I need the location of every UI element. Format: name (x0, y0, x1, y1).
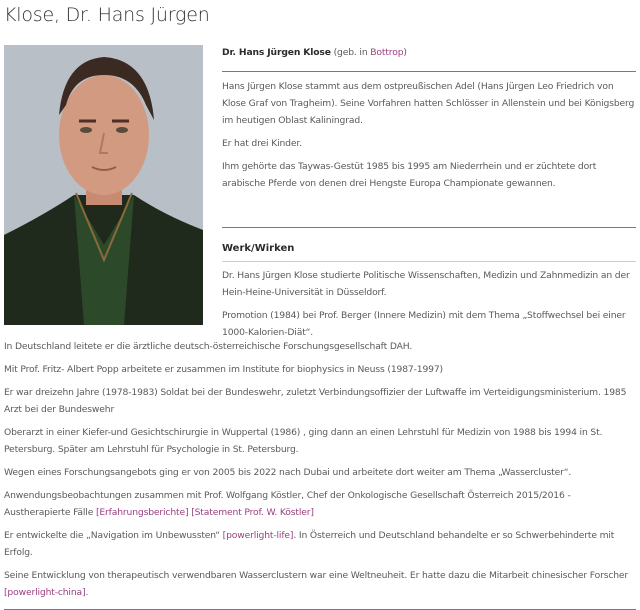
section-heading-werk: Werk/Wirken (222, 243, 295, 254)
intro-paragraph: Hans Jürgen Klose stammt aus dem ostpreußischen Adel (Hans Jürgen Leo Friedrich von Klose Graf von Tragheim). Seine Vorfahren hatten Schlösser in Allenstein und bei Königsberg im heutigen Oblast Kaliningrad. (222, 81, 635, 126)
portrait-photo (4, 45, 203, 325)
statement-koestler-link[interactable]: [Statement Prof. W. Köstler] (191, 507, 314, 518)
werk-paragraph: Dr. Hans Jürgen Klose studierte Politische Wissenschaften, Medizin und Zahnmedizin an der Hein-Heine-Universität in Düsseldorf. (222, 270, 630, 298)
werk-paragraph: Wegen eines Forschungsangebots ging er von 2005 bis 2022 nach Dubai und arbeitete dort weiter am Thema „Wassercluster“. (4, 467, 572, 478)
divider (222, 71, 636, 72)
intro-paragraph: Ihm gehörte das Taywas-Gestüt 1985 bis 1995 am Niederrhein und er züchtete dort arabische Pferde von denen drei Hengste Europa Championate gewannen. (222, 161, 597, 189)
koestler-paragraph: Anwendungsbeobachtungen zusammen mit Prof. Wolfgang Köstler, Chef der Onkologische Gesellschaft Österreich 2015/2016 - Austherapierte Fälle [Erfahrungsberichte] [Statement Prof. W. Köstler] (4, 490, 571, 518)
werk-paragraph: Oberarzt in einer Kiefer-und Gesichtschirurgie in Wuppertal (1986) , ging dann an einen Lehrstuhl für Medizin von 1988 bis 1994 in St. Petersburg. Später am Lehrstuhl für Psychologie in St. Petersburg. (4, 427, 603, 455)
werk-details (4, 338, 636, 610)
navigation-paragraph: Er entwickelte die „Navigation im Unbewussten“ [powerlight-life]. In Österreich und Deutschland behandelte er so Schwerbehinderte mit Erfolg. (4, 530, 615, 558)
intro-headline: Dr. Hans Jürgen Klose (geb. in Bottrop) (222, 47, 407, 58)
birthplace-link[interactable]: Bottrop (370, 47, 404, 58)
person-name: Dr. Hans Jürgen Klose (222, 47, 331, 58)
werk-paragraph: Er war dreizehn Jahre (1978-1983) Soldat bei der Bundeswehr, zuletzt Verbindungsoffizier der Luftwaffe im Verteidigungsministerium. 1985 Arzt bei der Bundeswehr (4, 387, 627, 415)
divider (222, 261, 636, 262)
divider (222, 227, 636, 228)
erfahrungsberichte-link[interactable]: [Erfahrungsberichte] (95, 507, 189, 518)
powerlight-china-link[interactable]: [powerlight-china] (4, 587, 86, 598)
werk-paragraph: Mit Prof. Fritz- Albert Popp arbeitete er zusammen im Institute for biophysics in Neuss (1987-1997) (4, 364, 443, 375)
werk-paragraph: In Deutschland leitete er die ärztliche deutsch-österreichische Forschungsgesellschaft DAH. (4, 341, 413, 352)
portrait-image (4, 45, 203, 325)
intro-section (222, 44, 636, 341)
powerlight-life-link[interactable]: [powerlight-life] (222, 530, 294, 541)
intro-paragraph: Er hat drei Kinder. (222, 138, 302, 149)
werk-paragraph: Promotion (1984) bei Prof. Berger (Innere Medizin) mit dem Thema „Stoffwechsel bei einer 1000-Kalorien-Diät“. (222, 310, 626, 338)
page-title: Klose, Dr. Hans Jürgen (4, 4, 210, 26)
wasser-paragraph: Seine Entwicklung von therapeutisch verwendbaren Wasserclustern war eine Weltneuheit. Er hatte dazu die Mitarbeit chinesischer Forscher [powerlight-china]. (4, 570, 629, 598)
